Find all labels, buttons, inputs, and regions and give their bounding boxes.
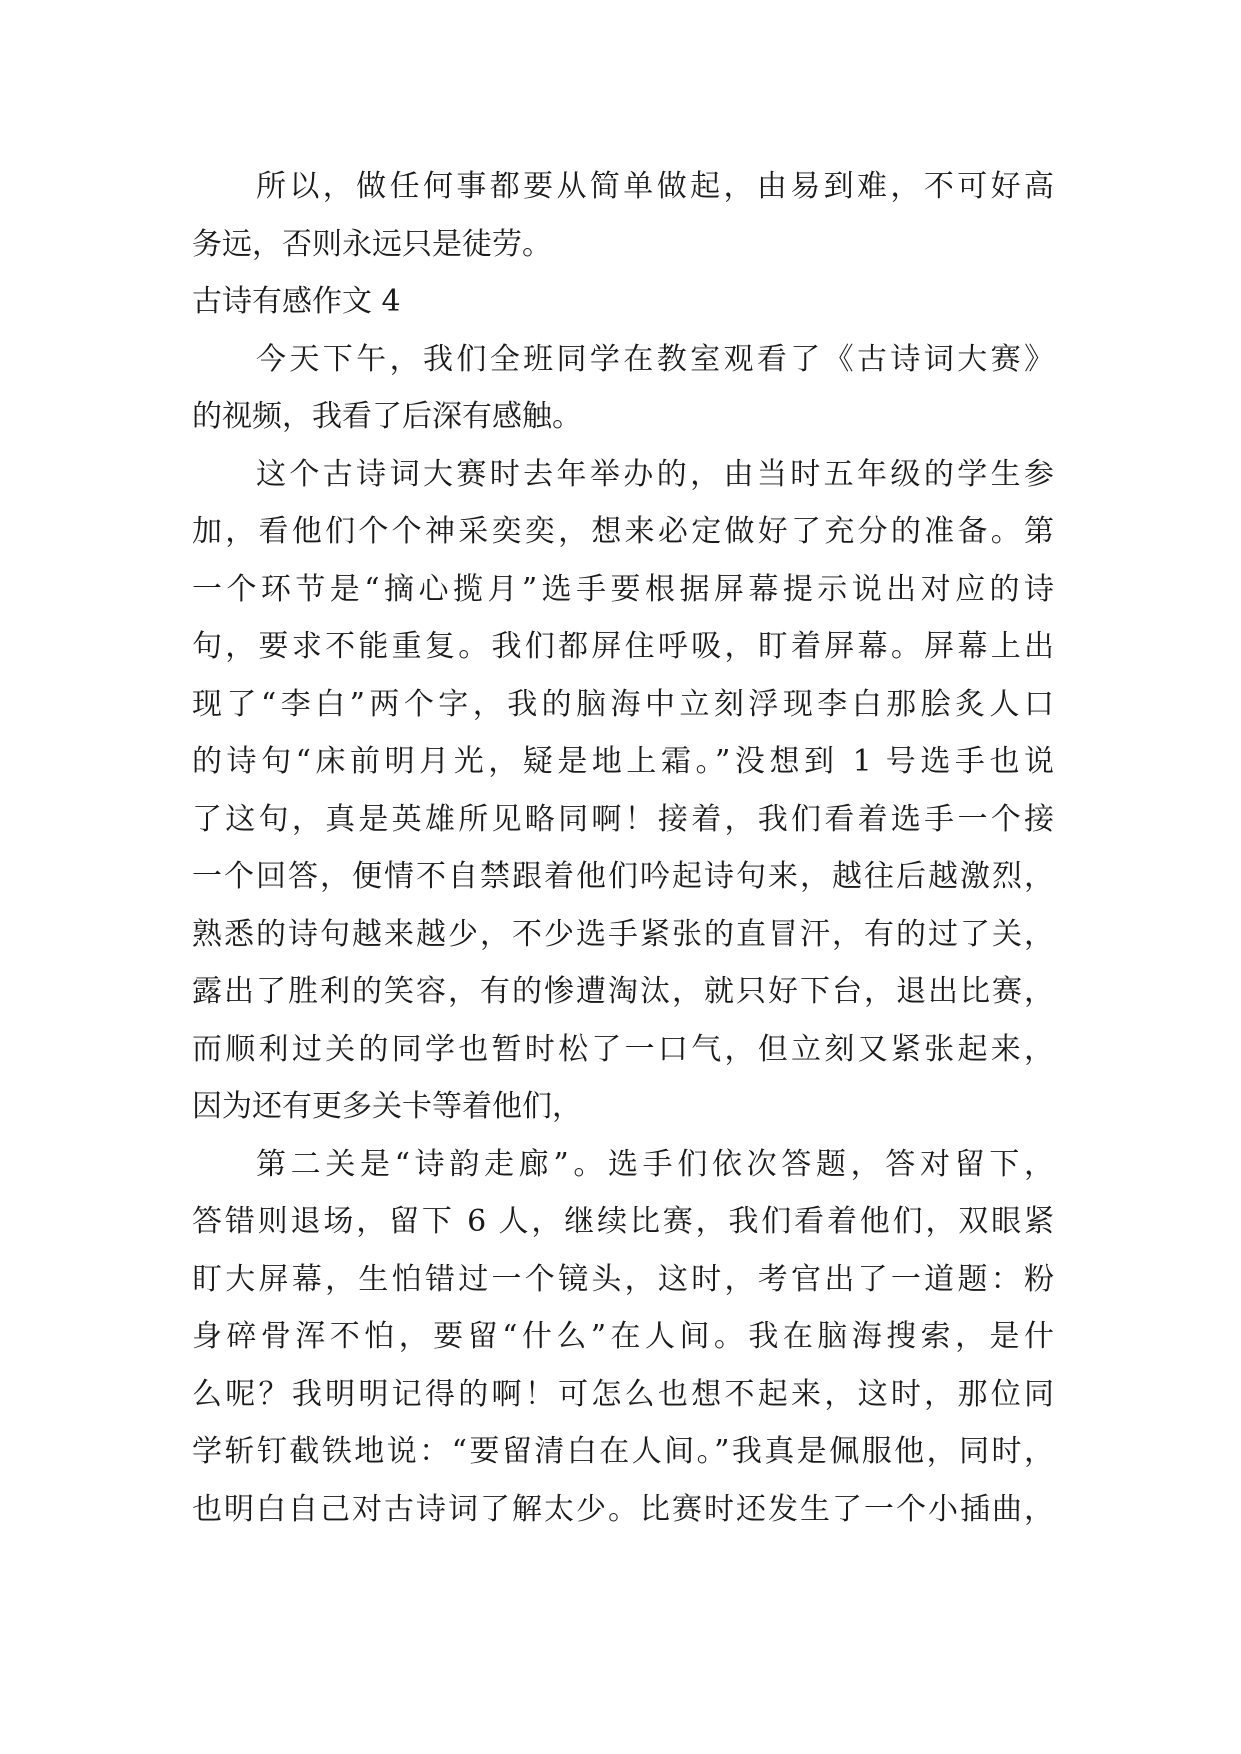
text-line: 答错则退场，留下 6 人，继续比赛，我们看着他们，双眼紧 <box>192 1204 1054 1239</box>
section-heading: 古诗有感作文 4 <box>192 284 401 319</box>
text-line: 一个回答，便情不自禁跟着他们吟起诗句来，越往后越激烈， <box>192 859 1054 894</box>
text-line: 因为还有更多关卡等着他们， <box>192 1089 582 1124</box>
text-line: 务远，否则永远只是徒劳。 <box>192 226 552 262</box>
text-line: 句，要求不能重复。我们都屏住呼吸，盯着屏幕。屏幕上出 <box>192 629 1054 664</box>
document-page <box>192 158 1054 1538</box>
text-line: 了这句，真是英雄所见略同啊！接着，我们看着选手一个接 <box>192 801 1054 837</box>
text-line: 熟悉的诗句越来越少，不少选手紧张的直冒汗，有的过了关， <box>192 916 1054 952</box>
text-line: 现了“李白”两个字，我的脑海中立刻浮现李白那脍炙人口 <box>192 686 1054 722</box>
text-line: 加，看他们个个神采奕奕，想来必定做好了充分的准备。第 <box>192 514 1054 549</box>
text-line: 今天下午，我们全班同学在教室观看了《古诗词大赛》 <box>256 341 1054 377</box>
text-line: 这个古诗词大赛时去年举办的，由当时五年级的学生参 <box>256 456 1054 492</box>
text-line: 第二关是“诗韵走廊”。选手们依次答题，答对留下， <box>256 1146 1054 1182</box>
text-line: 么呢？我明明记得的啊！可怎么也想不起来，这时，那位同 <box>192 1376 1054 1412</box>
text-line: 学斩钉截铁地说：“要留清白在人间。”我真是佩服他，同时， <box>192 1434 1054 1469</box>
text-line: 盯大屏幕，生怕错过一个镜头，这时，考官出了一道题：粉 <box>192 1261 1054 1297</box>
text-line: 的诗句“床前明月光，疑是地上霜。”没想到 1 号选手也说 <box>192 744 1054 779</box>
text-line: 而顺利过关的同学也暂时松了一口气，但立刻又紧张起来， <box>192 1031 1054 1067</box>
text-line: 也明白自己对古诗词了解太少。比赛时还发生了一个小插曲， <box>192 1491 1054 1527</box>
text-line: 的视频，我看了后深有感触。 <box>192 399 582 434</box>
text-line: 一个环节是“摘心揽月”选手要根据屏幕提示说出对应的诗 <box>192 571 1054 607</box>
text-line: 露出了胜利的笑容，有的惨遭淘汰，就只好下台，退出比赛， <box>192 974 1054 1009</box>
text-line: 身碎骨浑不怕，要留“什么”在人间。我在脑海搜索，是什 <box>192 1319 1054 1354</box>
text-line: 所以，做任何事都要从简单做起，由易到难，不可好高 <box>256 169 1054 204</box>
